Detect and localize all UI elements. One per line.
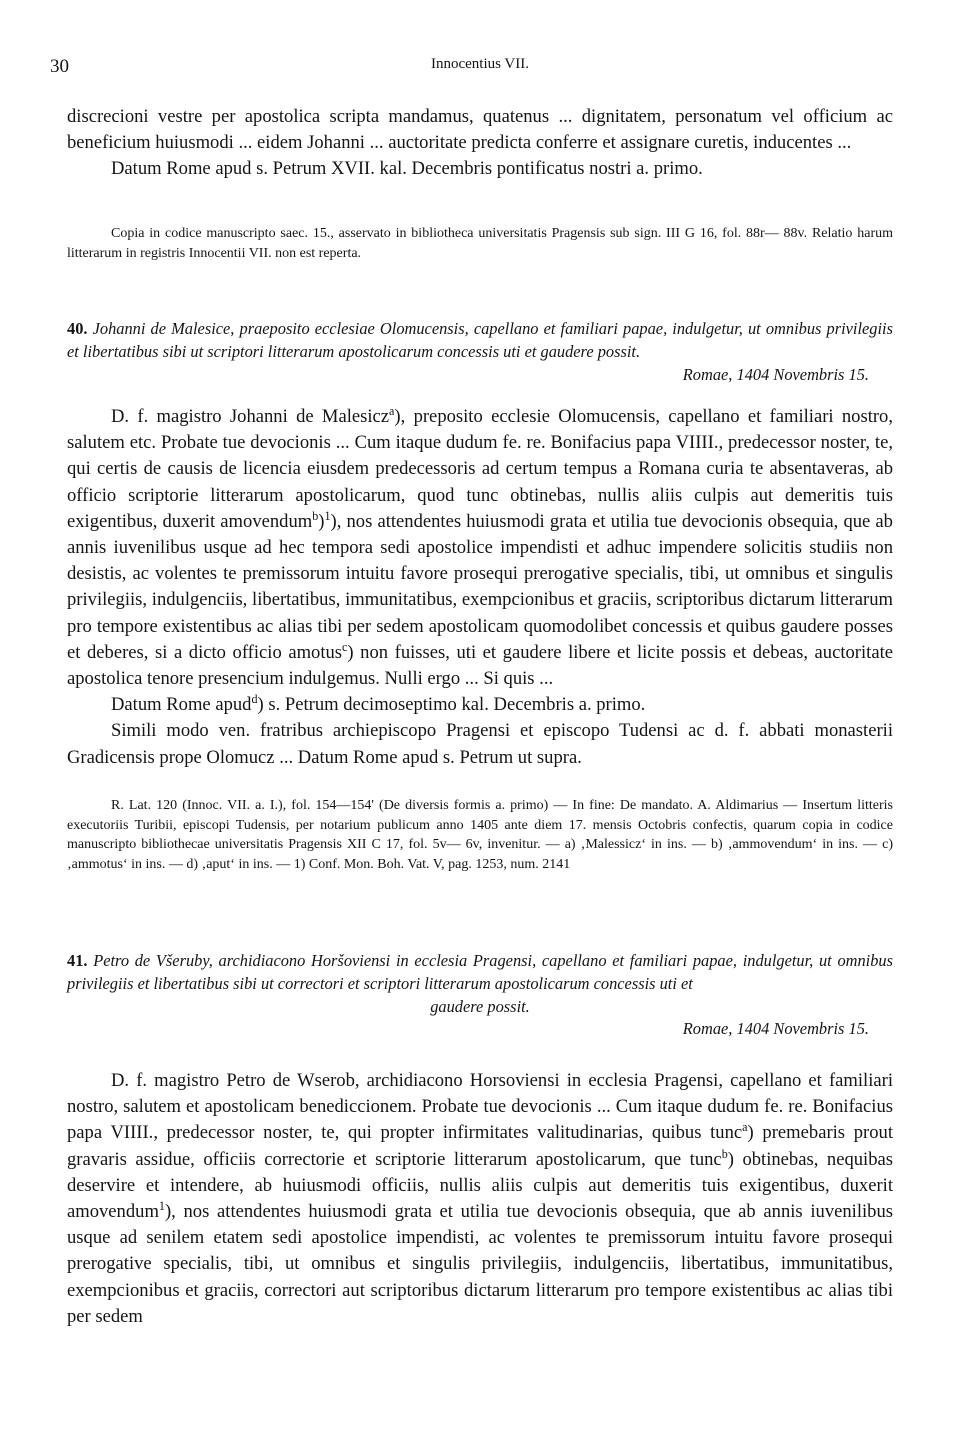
doc40-datum-a: Datum Rome apud	[111, 694, 252, 716]
doc40-note	[67, 796, 893, 874]
doc41-regest	[67, 950, 893, 1041]
doc40-place-date: Romae, 1404 Novembris 15.	[682, 364, 869, 384]
doc41-text-c: ) obtinebas, nequibas deservire et intendere, ab huiusmodi officiis, nullis aliis culpis aut demeritis tuis exigentibus, duxerit amovendum	[67, 1148, 893, 1223]
doc41-text-a: D. f. magistro Petro de Wserob, archidiacono Horsoviensi in ecclesia Pragensi, capellano et familiari nostro, salutem et apostolicam benediccionem. Probate tue devocionis ... Cum itaque dudum fe. re. Bonifacius papa VIIII., predecessor noster, te, qui propter infirmitates valitudinarias, quibus tunc	[67, 1070, 893, 1144]
doc40-note-text: R. Lat. 120 (Innoc. VII. a. I.), fol. 154—154' (De diversis formis a. primo) — In fine: De mandato. A. Aldimarius — Insertum litteris executoriis Turibii, episcopi Tudensis, per notarium publicum anno 1405 ante diem 17. mensis Octobris confectis, quarum copia in codice manuscripto bibliothecae universitatis Pragensis XII C 17, fol. 5v— 6v, invenitur. — a) ‚Malessicz‘ in ins. — b) ‚ammovendum‘ in ins. — c) ‚ammotus‘ in ins. — d) ‚aput‘ in ins. — 1) Conf. Mon. Boh. Vat. V, pag. 1253, num. 2141	[67, 798, 893, 872]
doc41-text-b: ) premebaris prout gravaris assidue, officiis correctorie et scriptorie litterarum apostolicarum, que tunc	[67, 1122, 893, 1170]
doc40-text-e: ) non fuisses, uti et gaudere libere et licite possis et debeas, auctoritate apostolica tenore presencium indulgemus. Nulli ergo ... Si quis ...	[67, 641, 893, 690]
doc40-regest-text: Johanni de Malesice, praeposito ecclesiae Olomucensis, capellano et familiari papae, indulgetur, ut omnibus privilegiis et libertatibus sibi ut scriptori litterarum apostolicarum concessis uti et gaudere possit.	[67, 319, 893, 361]
doc41-text	[67, 1068, 893, 1330]
doc40-number: 40.	[67, 319, 88, 338]
doc40-datum-b: ) s. Petrum decimoseptimo kal. Decembris a. primo.	[257, 694, 646, 716]
doc41-regest-text: Petro de Všeruby, archidiacono Horšoviensi in ecclesia Pragensi, capellano et familiari papae, indulgetur, ut omnibus privilegiis et libertatibus sibi ut correctori et scriptori litterarum apostolicarum concessis uti et	[67, 951, 893, 993]
footnote-mark-b: b	[721, 1146, 728, 1161]
doc40-text-c: )	[318, 510, 325, 532]
doc40-text-b: ), preposito ecclesie Olomucensis, capellano et familiari nostro, salutem etc. Probate tue devocionis ... Cum itaque dudum fe. re. Bonifacius papa VIIII., predecessor noster, te, qui certis de causis de licencia eiusdem predecessoris ad certum tempus a Romana curia te absentaveras, ab officio scriptorie litterarum apostolicarum, quod tunc obtinebas, nullis aliis culpis aut demeritis tuis exigentibus, duxerit amovendum	[67, 406, 894, 532]
doc40-simili: Simili modo ven. fratribus archiepiscopo Pragensi et episcopo Tudensi ac d. f. abbati monasterii Gradicensis prope Olomucz ... Datum Rome apud s. Petrum ut supra.	[67, 720, 893, 768]
running-title: Innocentius VII.	[430, 56, 530, 72]
doc41-body	[67, 1068, 893, 1330]
footnote-mark-1: 1	[324, 508, 331, 523]
doc41-number: 41.	[67, 951, 88, 970]
doc41-text-d: ), nos attendentes huiusmodi grata et utilia tue devocionis obsequia, que ab annis iuvenilibus usque ad senilem etatem sedi apostolice impendisti, ac volentes te premissorum intuitu favore prosequi prerogative specialis, tibi, ut omnibus et singulis privilegiis, indulgenciis, libertatibus, immunitatibus, exempcionibus et graciis, correctori aut scriptoribus dictarum litterarum pro tempore existentibus ac alias tibi per sedem	[67, 1201, 893, 1327]
doc40-datum	[67, 692, 893, 718]
footnote-mark-a: a	[742, 1120, 748, 1135]
doc39-text: discrecioni vestre per apostolica scripta mandamus, quatenus ... dignitatem, personatum vel officium ac beneficium huiusmodi ... eidem Johanni ... auctoritate predicta conferre et assignare curetis, inducentes ...	[67, 106, 893, 154]
footnote-mark-b: b	[312, 508, 319, 523]
doc41-regest-end: gaudere possit.	[430, 996, 530, 1016]
doc40-text-d: ), nos attendentes huiusmodi grata et utilia tue devocionis obsequia, que ab annis iuvenilibus usque ad hec tempora sedi apostolice impendisti et adhuc impendere solicitis studiis non desistis, ac volentes te premissorum intuitu favore prosequi prerogative specialis, tibi, ut omnibus et singulis privilegiis, indulgenciis, libertatibus, immunitatibus, exempcionibus et graciis, scriptoribus dictarum litterarum pro tempore existentibus ac alias tibi per sedem apostolicam quomodolibet concessis et quibus gaudere posses et deberes, si a dicto officio amotus	[67, 510, 893, 663]
doc39-continuation	[67, 104, 893, 183]
footnote-mark-d: d	[251, 692, 258, 707]
page-number: 30	[50, 56, 69, 77]
doc40-text-a: D. f. magistro Johanni de Malesicz	[111, 406, 390, 427]
doc39-note-text: Copia in codice manuscripto saec. 15., asservato in bibliotheca universitatis Pragensis sub sign. III G 16, fol. 88r— 88v. Relatio harum litterarum in registris Innocentii VII. non est reperta.	[67, 226, 893, 261]
footnote-mark-1: 1	[158, 1198, 165, 1213]
doc40-body	[67, 404, 893, 692]
doc39-datum: Datum Rome apud s. Petrum XVII. kal. Decembris pontificatus nostri a. primo.	[111, 158, 703, 180]
doc40-text	[67, 404, 893, 771]
footnote-mark-a: a	[389, 403, 395, 418]
footnote-mark-c: c	[342, 639, 348, 654]
doc39-note	[67, 224, 893, 263]
doc40-regest	[67, 318, 893, 386]
doc41-place-date: Romae, 1404 Novembris 15.	[682, 1019, 869, 1039]
